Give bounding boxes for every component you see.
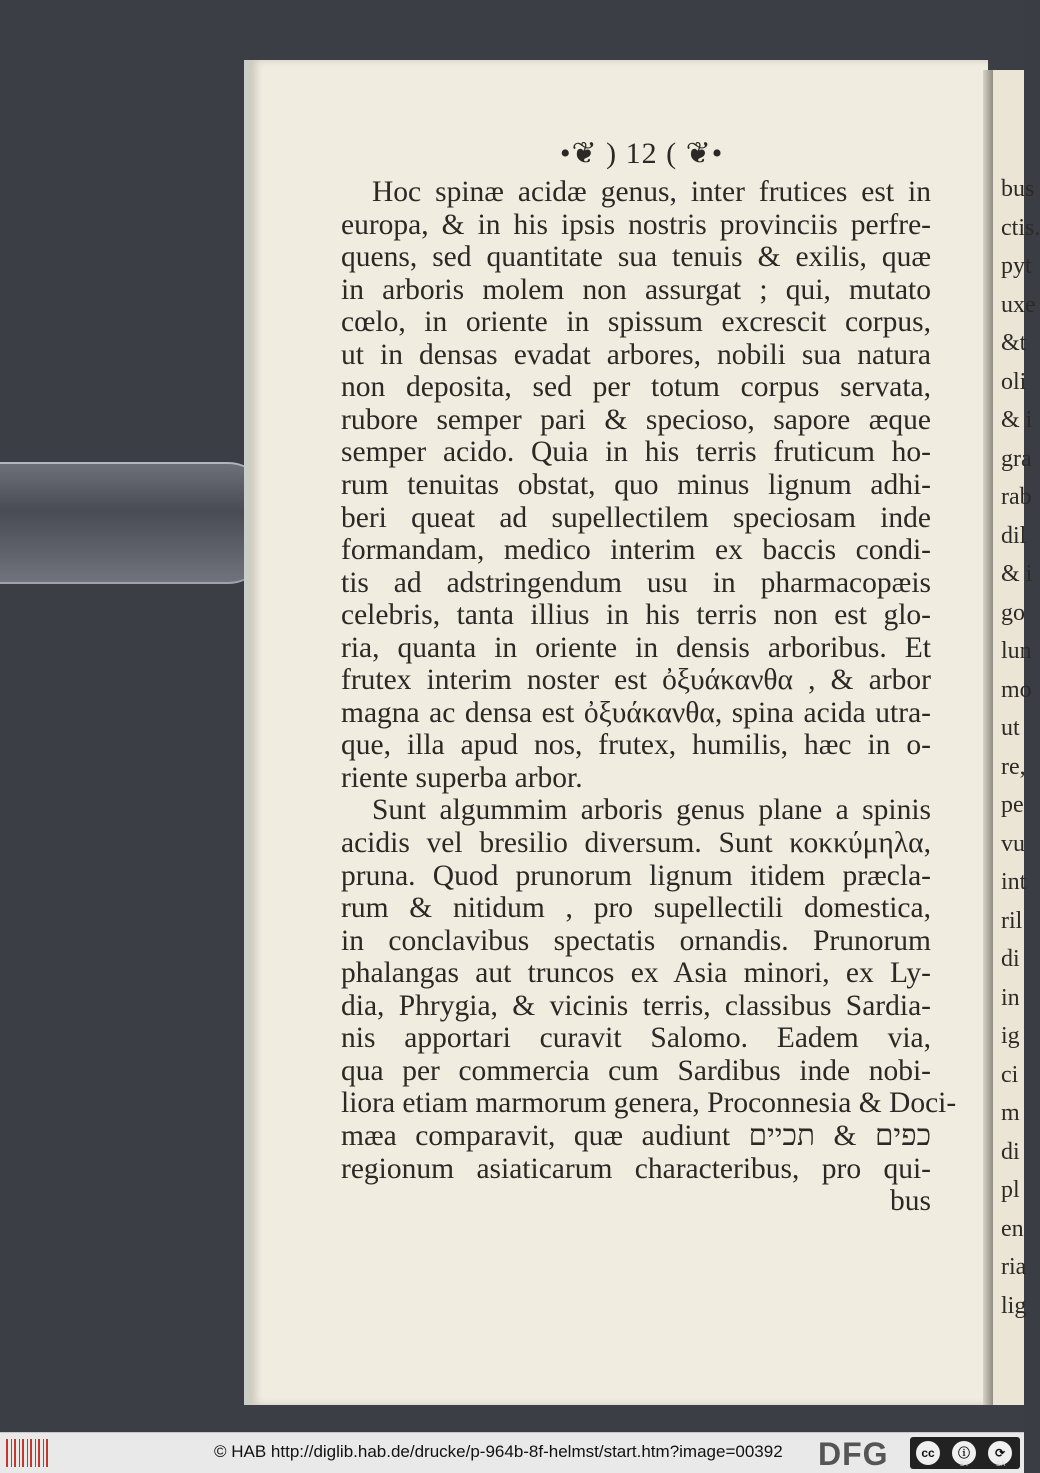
fragment-text: en	[1001, 1215, 1024, 1242]
fragment-text: pe	[1001, 792, 1024, 818]
text-line: phalangas aut truncos ex Asia minori, ex Ly-	[341, 957, 931, 990]
fragment-text: di	[1001, 1138, 1020, 1165]
fragment-text: re,	[1001, 753, 1026, 780]
fragment-text: oli	[1001, 368, 1027, 395]
person-icon: ⓘ	[952, 1441, 976, 1465]
fragment-text: & i	[1001, 561, 1033, 587]
footer-bar	[0, 1432, 1024, 1473]
text-line: cœlo, in oriente in spissum excrescit corpus,	[341, 306, 931, 339]
text-line: beri queat ad supellectilem speciosam inde	[341, 501, 931, 534]
text-line: frutex interim noster est ὀξυάκανθα , & arbor	[341, 664, 931, 697]
fragment-text: ig	[1001, 1023, 1020, 1049]
text-line: quens, sed quantitate sua tenuis & exilis, quæ	[341, 241, 931, 274]
adjacent-page-fragment	[993, 70, 1040, 1405]
text-line: dia, Phrygia, & vicinis terris, classibus Sardia-	[341, 989, 931, 1022]
text-line: nis apportari curavit Salomo. Eadem via,	[341, 1022, 931, 1055]
fragment-text: m	[1001, 1100, 1020, 1126]
fragment-text: &t	[1001, 330, 1027, 356]
text-line: formandam, medico interim ex baccis condi-	[341, 534, 931, 567]
text-line: Sunt algummim arboris genus plane a spinis	[372, 794, 931, 827]
page-header: •❦ ) 12 ( ❦•	[560, 137, 724, 170]
fragment-text: di	[1001, 946, 1020, 972]
fragment-text: lun	[1001, 638, 1032, 664]
fragment-text: dil	[1001, 522, 1027, 549]
fragment-text: pyt	[1001, 253, 1032, 279]
share-alike-icon: ⟳	[988, 1441, 1012, 1465]
text-line: europa, & in his ipsis nostris provinciis perfre-	[341, 208, 931, 241]
text-line: pruna. Quod prunorum lignum itidem præcla-	[341, 859, 931, 892]
fragment-text: ctis.	[1001, 214, 1040, 241]
fragment-text: ci	[1001, 1061, 1019, 1088]
fragment-text: bus	[1001, 176, 1035, 202]
text-line: rubore semper pari & specioso, sapore æque	[341, 403, 931, 436]
copyright-link[interactable]: © HAB http://diglib.hab.de/drucke/p-964b-8f-helmst/start.htm?image=00392	[214, 1442, 783, 1461]
fragment-text: in	[1001, 984, 1020, 1011]
cc-license-badge[interactable]	[910, 1437, 1020, 1469]
text-line: regionum asiaticarum characteribus, pro qui-	[341, 1152, 931, 1185]
text-line: riente superba arbor.	[341, 761, 583, 794]
text-line: que, illa apud nos, frutex, humilis, hæc in o-	[341, 729, 931, 762]
fragment-text: go	[1001, 599, 1025, 626]
text-line: qua per commercia cum Sardibus inde nobi-	[341, 1054, 931, 1087]
text-line: in conclavibus spectatis ornandis. Prunorum	[341, 924, 931, 957]
text-line: ut in densas evadat arbores, nobili sua natura	[341, 338, 931, 371]
page-edge	[983, 70, 993, 1405]
text-line: in arboris molem non assurgat ; qui, mutato	[341, 273, 931, 306]
text-line: acidis vel bresilio diversum. Sunt κοκκύμηλα,	[341, 827, 931, 859]
fragment-text: gra	[1001, 445, 1032, 472]
by-label: BY	[960, 1461, 970, 1468]
fragment-text: ut	[1001, 715, 1020, 741]
fragment-text: vu	[1001, 830, 1025, 857]
text-line: celebris, tanta illius in his terris non est glo-	[341, 599, 931, 632]
text-line: rum tenuitas obstat, quo minus lignum adhi-	[341, 468, 931, 501]
fragment-text: int	[1001, 869, 1027, 895]
fragment-text: ria	[1001, 1254, 1027, 1280]
text-line: Hoc spinæ acidæ genus, inter frutices est in	[372, 176, 931, 208]
fragment-text: & i	[1001, 407, 1033, 433]
text-line: liora etiam marmorum genera, Proconnesia & Doci-	[341, 1087, 957, 1120]
text-line: bus	[890, 1185, 931, 1218]
text-line: semper acido. Quia in his terris fruticum ho-	[341, 436, 931, 469]
text-line: ria, quanta in oriente in densis arboribus. Et	[341, 631, 931, 664]
fragment-text: pl	[1001, 1177, 1020, 1203]
fragment-text: uxe	[1001, 291, 1036, 318]
dfg-logo: DFG	[818, 1436, 889, 1472]
fragment-text: lig	[1001, 1292, 1027, 1319]
glass-page-holder	[0, 462, 268, 584]
fragment-text: mo	[1001, 676, 1032, 703]
cc-icon: cc	[916, 1441, 940, 1465]
sa-label: SA	[996, 1461, 1006, 1468]
hab-logo-icon	[6, 1439, 50, 1467]
text-line: non deposita, sed per totum corpus servata,	[341, 371, 931, 404]
fragment-text: ril	[1001, 907, 1023, 934]
text-line: magna ac densa est ὀξυάκανθα, spina acida utra-	[341, 696, 931, 729]
text-line: tis ad adstringendum usu in pharmacopæis	[341, 566, 931, 599]
fragment-text: rab	[1001, 484, 1032, 510]
text-line: mæa comparavit, quæ audiunt כפים & תכיים	[341, 1119, 931, 1152]
text-line: rum & nitidum , pro supellectili domestica,	[341, 892, 931, 925]
